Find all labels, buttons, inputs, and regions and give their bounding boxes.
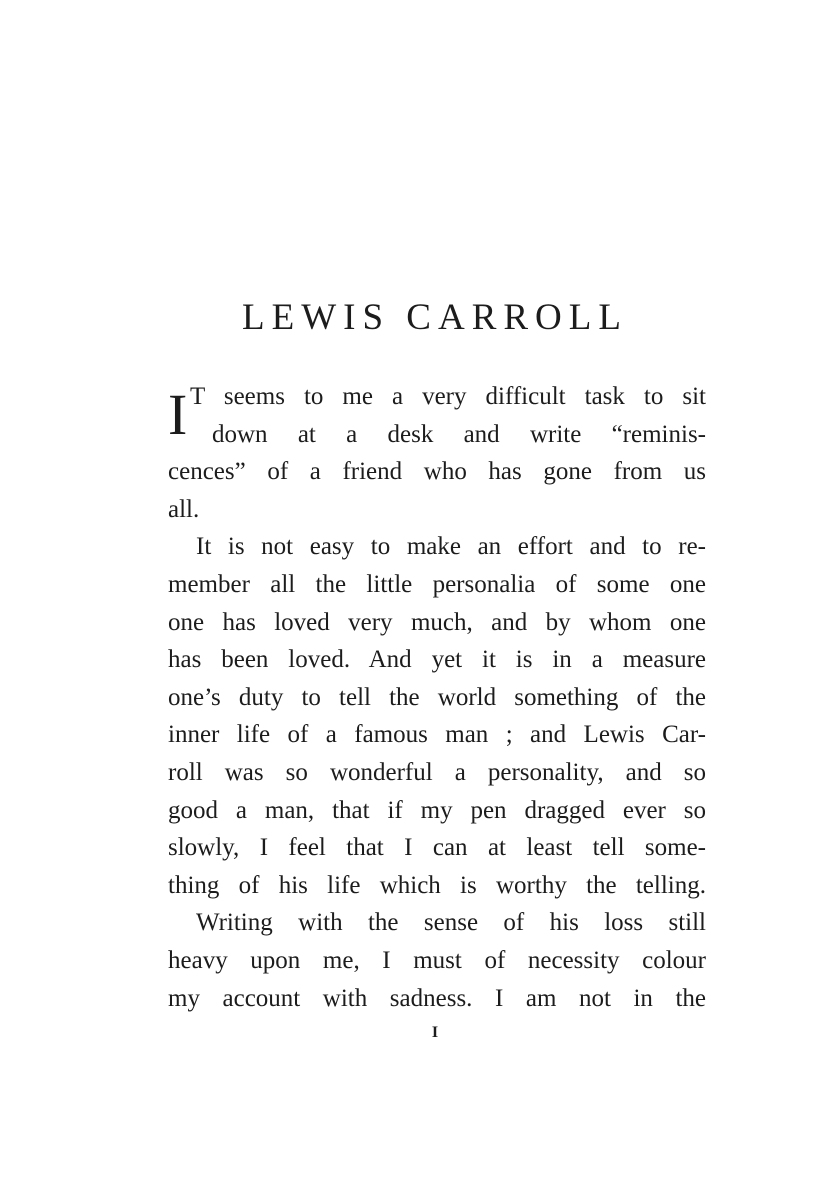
text-line: slowly, I feel that I can at least tell some-: [168, 834, 706, 862]
text-line: one’s duty to tell the world something of the: [168, 683, 706, 711]
text-line: cences” of a friend who has gone from us: [168, 458, 706, 486]
drop-cap: I: [168, 382, 188, 447]
chapter-title: LEWIS CARROLL: [242, 297, 628, 338]
text-line: has been loved. And yet it is in a measure: [168, 646, 706, 674]
text-line: down at a desk and write “reminis-: [212, 420, 706, 448]
text-line: member all the little personalia of some one: [168, 570, 706, 598]
text-line: my account with sadness. I am not in the: [168, 984, 706, 1012]
text-line: It is not easy to make an effort and to re-: [196, 533, 706, 561]
paragraph-3: [168, 904, 706, 1017]
text-line: roll was so wonderful a personality, and so: [168, 758, 706, 786]
text-line: heavy upon me, I must of necessity colour: [168, 946, 706, 974]
paragraph-2: [168, 528, 706, 904]
body-text: [168, 378, 706, 1017]
text-line: inner life of a famous man ; and Lewis Car-: [168, 721, 706, 749]
text-line: thing of his life which is worthy the telling.: [168, 871, 706, 899]
text-line: one has loved very much, and by whom one: [168, 608, 706, 636]
page-number: I: [431, 1024, 439, 1041]
text-line: all.: [168, 495, 200, 523]
text-line: Writing with the sense of his loss still: [196, 909, 706, 937]
text-line: good a man, that if my pen dragged ever so: [168, 796, 706, 824]
text-line: T seems to me a very difficult task to sit: [190, 383, 706, 410]
paragraph-1: [168, 378, 706, 528]
